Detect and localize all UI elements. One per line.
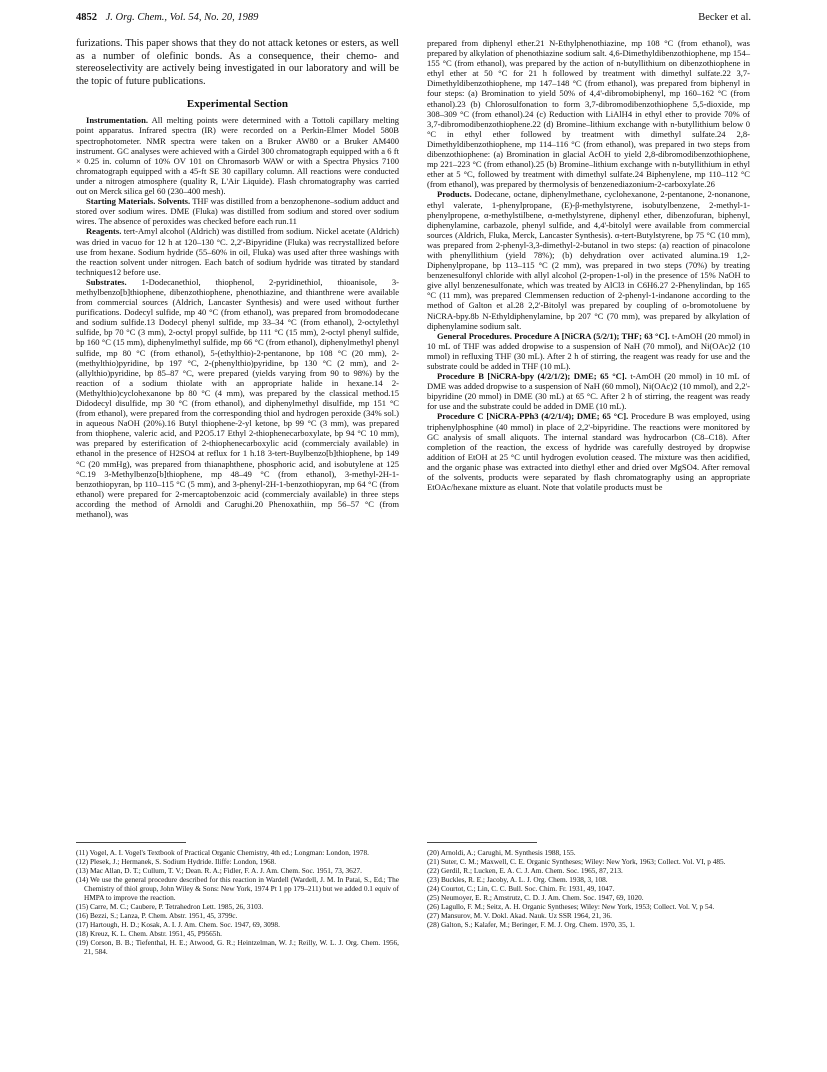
paragraph-heading: Products. [437, 189, 472, 200]
footnote: (19) Corson, B. B.; Tiefenthal, H. E.; Atwood, G. R.; Heintzelman, W. J.; Reilly, W. L. J. Org. Chem. 1956, 21, 584. [76, 938, 399, 956]
page-header [76, 12, 751, 28]
footnote: (11) Vogel, A. I. Vogel's Textbook of Practical Organic Chemistry, 4th ed.; Longman: London, 1978. [76, 848, 369, 857]
products-paragraph [427, 189, 750, 330]
footnote: (13) Mac Allan, D. T.; Cullum, T. V.; Dean. R. A.; Fidler, F. A. J. Am. Chem. Soc. 1951, 73, 3627. [76, 866, 362, 875]
paragraph-text: Procedure B was employed, using triphenylphosphine (40 mmol) in place of 2,2'-bipyridine. The reactions were monitored by GC analysis of small aliquots. The internal standard was hydrocarbon (C8–C18). After completion of the reaction, the excess of hydride was carefully destroyed by dropwise addition of EtOH at 25 °C until hydrogen evolution ceased. The mixture was then acidified, and the organic phase was extracted into diethyl ether and dried over MgSO4. After removal of the solvents, products were separated by flash chromatography using an appropriate EtOAc/hexane mixture as eluant. Note that volatile products must be [427, 411, 751, 493]
instrumentation-paragraph [76, 115, 399, 196]
paragraph-text: THF was distilled from a benzophenone–sodium adduct and stored over sodium wires. DME (Fluka) was distilled from sodium and stored over sodium wires. The absence of peroxides was checked before each run.11 [76, 196, 399, 227]
procedure-a-paragraph [427, 331, 750, 371]
paragraph-text: t-AmOH (20 mmol) in 10 mL of THF was added dropwise to a suspension of NaH (70 mmol), and Ni(OAc)2 (10 mmol) in refluxing THF (30 mL). After 2 h of stirring, the reagent was ready for use and the substrate could be added in THF (10 mL). [427, 330, 751, 371]
footnote: (15) Carre, M. C.; Caubere, P. Tetrahedron Lett. 1985, 26, 3103. [76, 902, 264, 911]
procedure-c-paragraph [427, 411, 750, 492]
footnote-divider [427, 842, 537, 843]
paragraph-heading: Procedure B [NiCRA-bpy (4/2/1/2); DME; 65 °C]. [437, 371, 627, 382]
journal-citation: J. Org. Chem., Vol. 54, No. 20, 1989 [105, 12, 259, 23]
paragraph-text: 1-Dodecanethiol, thiophenol, 2-pyridinethiol, thioanisole, 3-methylbenzo[b]thiophene, dibenzothiophene, phenothiazine, and thianthrene were available from commercial sources (Aldrich, Lancaster Synthesis) and were used without further purifications. Dodecyl sulfide, mp 40 °C (from ethanol), was prepared from bromododecane and sodium sulfide.13 Dodecyl phenyl sulfide, mp 33–34 °C (from ethanol), 2-octylethyl sulfide, bp 70 °C (3 mm), 2-octyl propyl sulfide, bp 111 °C (15 mm), 2-octyl phenyl sulfide, bp 160 °C (15 mm), diphenylmethyl sulfide, mp 66 °C (from ethanol), diphenylmethyl phenyl sulfide, mp 80 °C (from ethanol), 5-(ethylthio)-2-pentanone, bp 108 °C (20 mm), 2-(methylthio)pyridine, bp 197 °C, 2-(phenylthio)pyridine, bp 130 °C (2 mm), and 2-(allylthio)pyridine, bp 85–87 °C, were prepared (yields varying from 90 to 98%) by the reaction of a sodium thiolate with an appropriate halide in hexane.14 2-(Methylthio)cyclohexanone bp 80 °C (4 mm), was prepared by the classical method.15 Didodecyl disulfide, mp 30 °C (from ethanol), and diphenylmethyl disulfide, mp 151 °C (from ethanol), were prepared from the corresponding thiol and hydrogen peroxide (34% sol.) in aqueous NaOH (20%).16 Butyl thiophene-2-yl ketone, bp 99 °C (3 mm), was prepared from thiophene, valeric acid, and P2O5.17 Ethyl 2-thiophenecarboxylate, bp 94 °C 10 mm), was prepared by esterification of 2-thiophenecarboxylic acid (commercialy available) in ethanol in the presence of H2SO4 at reflux for 1 h.18 3-tert-Buylbenzo[b]thiophene, bp 149 °C (20 mmHg), was prepared from thianaphthene, phosphoric acid, and isobutylene at 125 °C.19 3-Methylbenzo[b]thiophene, mp 48–49 °C (from ethanol), 3-methyl-2H-1-benzothiopyran, bp 110–115 °C (5 mm), and 3-phenyl-2H-1-benzothiopyran, mp 64 °C (from ethanol) were prepared for 2-mercaptobenzoic acid (commercialy available) in three steps according the method of Arnoldi and Carughi.20 Phenoxathiin, mp 56–57 °C (from methanol), was [76, 276, 399, 520]
footnote: (22) Gerdil, R.; Lucken, E. A. C. J. Am. Chem. Soc. 1965, 87, 213. [427, 866, 623, 875]
right-column [427, 38, 750, 492]
paragraph-text: tert-Amyl alcohol (Aldrich) was distilled from sodium. Nickel acetate (Aldrich) was dried in vacuo for 12 h at 120–130 °C. 2,2'-Bipyridine (Fluka) was recrystallized before use from hexane. Sodium hydride (55–60% in oil, Fluka) was used after three washings with the reaction solvent under nitrogen. Each batch of sodium hydride was titrated by standard techniques12 before use. [76, 226, 399, 277]
paragraph-text: t-AmOH (20 mmol) in 10 mL of DME was added dropwise to a suspension of NaH (60 mmol), Ni(OAc)2 (10 mmol), and 2,2'-bipyridine (20 mmol) in DME (30 mL) at 65 °C. After 2 h of stirring, the reagent was ready for use and the substrate could be added in DME (10 mL). [427, 371, 750, 412]
paragraph-heading: General Procedures. Procedure A [NiCRA (5/2/1); THF; 63 °C]. [437, 330, 670, 341]
page-number: 4852 [76, 12, 97, 23]
header-left [76, 12, 258, 23]
starting-materials-paragraph [76, 196, 399, 226]
footnote: (23) Buckles, R. E.; Jacoby, A. L. J. Org. Chem. 1938, 3, 108. [427, 875, 608, 884]
footnote: (27) Mansurov, M. V. Dokl. Akad. Nauk. Uz SSR 1964, 21, 36. [427, 911, 612, 920]
reagents-paragraph [76, 226, 399, 276]
footnote: (25) Neumoyer, E. R.; Amstrutz, C. D. J. Am. Chem. Soc. 1947, 69, 1020. [427, 893, 644, 902]
footnote: (16) Bezzi, S.; Lanza, P. Chem. Abstr. 1951, 45, 3799c. [76, 911, 238, 920]
footnotes-left [76, 848, 399, 956]
footnote: (20) Arnoldi, A.; Carughi, M. Synthesis 1988, 155. [427, 848, 576, 857]
footnote: (24) Courtot, C.; Lin, C. C. Bull. Soc. Chim. Fr. 1931, 49, 1047. [427, 884, 615, 893]
footnote-divider [76, 842, 186, 843]
footnote: (18) Kreuz, K. L. Chem. Abstr. 1951, 45, P9565h. [76, 929, 222, 938]
paragraph-heading: Instrumentation. [86, 115, 148, 126]
footnote: (28) Galton, S.; Kalafer, M.; Beringer, F. M. J. Org. Chem. 1970, 35, 1. [427, 920, 635, 929]
footnote: (14) We use the general procedure described for this reaction in Wardell (Wardell, J. M. In Patai, S., Ed.; The Chemistry of thiol group, John Wiley & Sons: New York, 1974 Pt 1 pp 179–211) but we added 0.1 equiv of HMPA to improve the reaction. [76, 875, 399, 902]
footnote: (26) Lagullo, F. M.; Seitz, A. H. Organic Syntheses; Wiley: New York, 1953; Collect. Vol. V, p 54. [427, 902, 715, 911]
substrates-paragraph [76, 277, 399, 519]
paragraph-heading: Reagents. [86, 226, 122, 237]
left-column [76, 38, 399, 519]
procedure-b-paragraph [427, 371, 750, 411]
intro-paragraph: furizations. This paper shows that they do not attack ketones or esters, as well as a number of olefinic bonds. As a consequence, their chemo- and stereoselectivity are actively being investigated in our laboratory and will be the topic of future publications. [76, 38, 399, 87]
footnote: (17) Hartough, H. D.; Kosak, A. I. J. Am. Chem. Soc. 1947, 69, 3098. [76, 920, 280, 929]
paragraph-heading: Substrates. [86, 276, 127, 287]
footnote: (12) Plesek, J.; Hermanek, S. Sodium Hydride. Iliffe: London, 1968. [76, 857, 277, 866]
footnotes-right [427, 848, 750, 929]
running-authors: Becker et al. [698, 12, 751, 23]
continuation-paragraph: prepared from diphenyl ether.21 N-Ethylphenothiazine, mp 108 °C (from ethanol), was prepared by alkylation of phenothiazine sodium salt. 4,6-Dimethyldibenzothiophene, mp 154–155 °C (from ethanol), was prepared by the action of n-butyllithium on dibenzothiophene in ethyl ether at 50 °C for 21 h followed by treatment with dimethyl sulfate.22 3,7-Dimethyldibenzothiophene, mp 147–148 °C (from ethanol), was prepared from biphenyl in four steps: (a) Bromination to yield 50% of 4,4'-dibromobiphenyl, mp 160–162 °C (from ethanol).23 (b) Chlorosulfonation to form 3,7-dibromodibenzothiophene 5,5-dioxide, mp 308–309 °C (from ethanol).24 (c) Reduction with LiAlH4 in ethyl ether to provide 70% of 3,7-dibromodibenzothiophene.22 (d) Bromine–lithium exchange with n-butyllithium below 0 °C in ethyl ether followed by treatment with dimethyl sulfate.24 2,8-Dimethyldibenzothiophene, mp 114–116 °C (from ethanol), was prepared in two steps from dibenzothiophene: (a) Bromination in glacial AcOH to yield 2,8-dibromodibenzothiophene, mp 221–223 °C (from ethanol).25 (b) Bromine–lithium exchange with n-butyllithium in ethyl ether at 5 °C, followed by treatment with dimethyl sulfate.24 Biphenylene, mp 110–112 °C (from ethanol), was prepared by thermolysis of benzenediazonium-2-carboxylate.26 [427, 38, 750, 190]
paragraph-text: Dodecane, octane, diphenylmethane, cyclohexanone, 2-pentanone, 2-nonanone, ethyl valerate, 1-phenylpropane, (E)-β-methylstyrene, isobutylbenzene, 2-methyl-1-phenylpropene, α-methylstilbene, α-methylstyrene, diphenyl ether, dibenzofuran, biphenyl, diphenylamine, carbazole, phenyl sulfide, and 4,4'-bitolyl were available from commercial sources (Aldrich, Fluka, Merck, Lancaster Synthesis). α-tert-Butylstyrene, bp 75 °C (10 mm), was prepared from 2-phenyl-3,3-dimethyl-2-butanol in two steps: (a) reaction of pinacolone with phenyllithium (yield 78%); (b) dehydration over activated alumina.19 1,2-Diphenylpropane, bp 113–115 °C (2 mm), was prepared in two steps (70%) by treating benzenesulfonyl chloride with allyl alcohol (2-propen-1-ol) in the presence of 15% NaOH to give allyl benzenesulfonate, which was treated by AlCl3 in C6H6.27 2-Phenylindan, bp 165 °C (11 mm), was prepared Clemmensen reduction of 2-phenyl-1-indanone according to the method of Galton et al.28 2,2'-Bitolyl was prepared by coupling of o-bromotoluene by NiCRA-bpy.8b N-Ethyldiphenylamine, bp 207 °C (70 mm), was prepared by alkylation of diphenylamine sodium salt. [427, 189, 750, 331]
paragraph-heading: Procedure C [NiCRA-PPh3 (4/2/1/4); DME; 65 °C]. [437, 411, 629, 422]
paragraph-text: All melting points were determined with a Tottoli capillary melting point apparatus. Infrared spectra (IR) were recorded on a Perkin-Elmer Model 580B spectrophotometer. NMR spectra were taken on a Bruker AW80 or a Bruker AM400 instrument. GC analyses were achieved with a Girdel 300 chromatograph equipped with a 6 ft × 0.25 in. column of 10% OV 101 on Chromasorb WAW or with a Spectra Physics 7100 chromatograph equipped with a 45-ft SE 30 capillary column. All reactions were conducted under a nitrogen atmosphere (quality R, L'Air Liquide). Flash chromatography was carried out on Merck silica gel 60 (230–400 mesh). [76, 115, 399, 197]
footnote: (21) Suter, C. M.; Maxwell, C. E. Organic Syntheses; Wiley: New York, 1963; Collect. Vol. VI, p 485. [427, 857, 726, 866]
paragraph-heading: Starting Materials. Solvents. [86, 196, 191, 207]
section-title: Experimental Section [186, 98, 289, 111]
